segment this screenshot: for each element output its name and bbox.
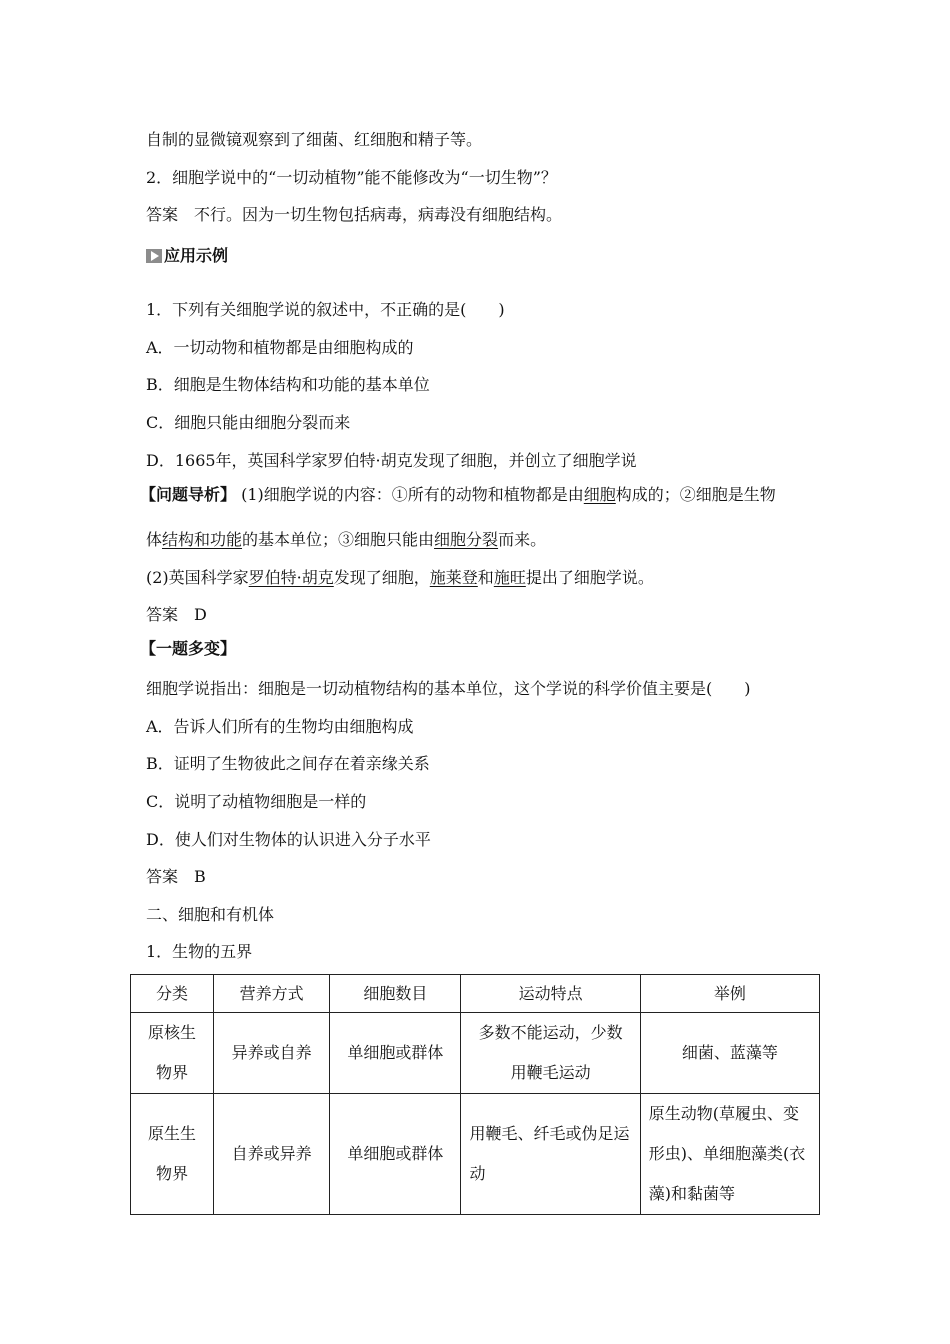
variant-label: 【一题多变】 (140, 639, 237, 658)
table-header-cell: 举例 (640, 975, 819, 1013)
underlined-answer: 结构和功能 (162, 530, 243, 549)
option-c: C．细胞只能由细胞分裂而来 (146, 413, 351, 432)
option-d: D．使人们对生物体的认识进入分子水平 (146, 830, 431, 849)
analysis-text: 而来。 (498, 530, 547, 549)
table-row (131, 1094, 820, 1215)
analysis-line-2 (146, 530, 546, 550)
analysis-line-1 (140, 485, 776, 505)
table-cell: 用鞭毛、纤毛或伪足运动 (461, 1094, 640, 1215)
answer-text: 答案 不行。因为一切生物包括病毒，病毒没有细胞结构。 (146, 205, 563, 224)
table-cell: 细菌、蓝藻等 (640, 1013, 819, 1094)
five-kingdoms-table (130, 974, 820, 1215)
underlined-answer: 罗伯特·胡克 (248, 568, 334, 587)
table-header-row (131, 975, 820, 1013)
table-cell: 自养或异养 (214, 1094, 330, 1215)
analysis-text: 的基本单位；③细胞只能由 (242, 530, 435, 549)
option-a: A．告诉人们所有的生物均由细胞构成 (146, 717, 414, 736)
section-heading (146, 246, 228, 266)
table-cell: 单细胞或群体 (330, 1013, 461, 1094)
analysis-text: 发现了细胞， (333, 568, 430, 587)
text-line: 自制的显微镜观察到了细菌、红细胞和精子等。 (146, 130, 483, 149)
table-header-cell: 运动特点 (461, 975, 640, 1013)
analysis-text: 体 (146, 530, 163, 549)
section-heading: 二、细胞和有机体 (146, 905, 275, 924)
table-cell: 原核生物界 (131, 1013, 214, 1094)
option-a: A．一切动物和植物都是由细胞构成的 (146, 338, 414, 357)
option-c: C．说明了动植物细胞是一样的 (146, 792, 367, 811)
table-cell: 异养或自养 (214, 1013, 330, 1094)
table-cell: 原生生物界 (131, 1094, 214, 1215)
option-b: B．证明了生物彼此之间存在着亲缘关系 (146, 754, 430, 773)
subsection-heading: 1．生物的五界 (146, 942, 253, 961)
table-header-cell: 分类 (131, 975, 214, 1013)
question-text: 2．细胞学说中的“一切动植物”能不能修改为“一切生物”？ (146, 168, 557, 187)
table-row (131, 1013, 820, 1094)
table-cell: 多数不能运动，少数用鞭毛运动 (461, 1013, 640, 1094)
answer-text: 答案 B (146, 867, 206, 886)
analysis-text: 和 (477, 568, 494, 587)
analysis-text: 提出了细胞学说。 (525, 568, 654, 587)
analysis-text: (2)英国科学家 (146, 568, 249, 587)
underlined-answer: 施旺 (493, 568, 526, 587)
analysis-line-3 (146, 568, 654, 588)
analysis-label: 【问题导析】 (140, 485, 237, 504)
analysis-text: (1)细胞学说的内容：①所有的动物和植物都是由 (241, 485, 584, 504)
table-header-cell: 细胞数目 (330, 975, 461, 1013)
question-stem: 1．下列有关细胞学说的叙述中，不正确的是( ) (146, 300, 505, 319)
question-stem: 细胞学说指出：细胞是一切动植物结构的基本单位，这个学说的科学价值主要是( ) (146, 679, 751, 698)
underlined-answer: 施莱登 (429, 568, 478, 587)
option-b: B．细胞是生物体结构和功能的基本单位 (146, 375, 430, 394)
underlined-answer: 细胞分裂 (434, 530, 499, 549)
option-d: D．1665年，英国科学家罗伯特·胡克发现了细胞，并创立了细胞学说 (146, 451, 637, 470)
section-title: 应用示例 (164, 246, 229, 265)
table-header-cell: 营养方式 (214, 975, 330, 1013)
analysis-text: 构成的；②细胞是生物 (615, 485, 776, 504)
table-cell: 单细胞或群体 (330, 1094, 461, 1215)
underlined-answer: 细胞 (583, 485, 616, 504)
table-cell: 原生动物(草履虫、变形虫)、单细胞藻类(衣藻)和黏菌等 (640, 1094, 819, 1215)
answer-text: 答案 D (146, 605, 207, 624)
play-triangle-icon (146, 249, 162, 263)
